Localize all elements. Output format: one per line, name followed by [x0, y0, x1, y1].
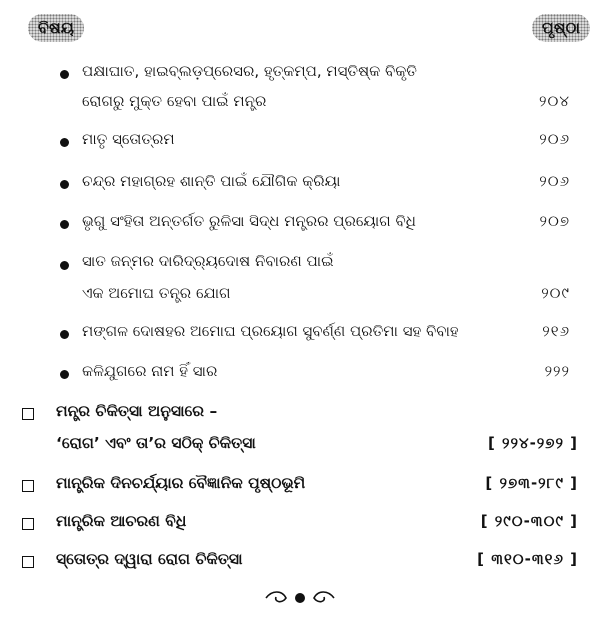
- page-range: [ ୨୨୪-୨୭୨ ]: [487, 434, 578, 452]
- page-column-header: ପୃଷ୍ଠା: [532, 14, 590, 42]
- square-bullet-icon: [22, 408, 34, 420]
- section-title-line: ମାନ୍ତ୍ରିକ ଆଚରଣ ବିଧି: [56, 512, 187, 530]
- section-title-line: ମାନ୍ତ୍ରିକ ଦିନଚର୍ଯ୍ୟାର ବୈଜ୍ଞାନିକ ପୃଷ୍ଠଭୂମି: [56, 474, 306, 492]
- bullet-icon: [60, 261, 69, 270]
- section-title-line: ମନ୍ତ୍ର ଚିକିତ୍ସା ଅନୁସାରେ –: [56, 402, 218, 420]
- page-number: ୨୦୪: [539, 92, 570, 110]
- bullet-icon: [60, 370, 69, 379]
- page-number: ୨୦୬: [539, 172, 570, 190]
- bullet-icon: [60, 70, 69, 79]
- entry-title-line: ଭୃଗୁ ସଂହିତା ଅନ୍ତର୍ଗତ ରୁଳିସା ସିଦ୍ଧ ମନ୍ତ୍ରର ପ୍ରୟୋଗ ବିଧି: [82, 212, 416, 230]
- entry-title-line: କଳିଯୁଗରେ ନାମ ହିଁ ସାର: [82, 362, 218, 380]
- page-number: ୨୦୭: [539, 212, 570, 230]
- page-number: ୨୨୨: [544, 362, 570, 380]
- bullet-icon: [60, 180, 69, 189]
- square-bullet-icon: [22, 556, 34, 568]
- subject-column-header: ବିଷୟ: [28, 14, 84, 42]
- bullet-icon: [60, 220, 69, 229]
- ornament-divider-icon: [262, 588, 338, 608]
- page-range: [ ୩୧୦-୩୧୬ ]: [477, 550, 578, 568]
- entry-title-line: ମଙ୍ଗଳ ଦୋଷହର ଅମୋଘ ପ୍ରୟୋଗ ସୁବର୍ଣ୍ଣ ପ୍ରତିମା ସହ ବିବାହ: [82, 322, 459, 340]
- entry-title-line: ସାତ ଜନ୍ମର ଦାରିଦ୍ର୍ୟଦୋଷ ନିବାରଣ ପାଇଁ: [82, 252, 334, 270]
- entry-title-line: ପକ୍ଷାଘାତ, ହାଇବ୍ଲଡ଼ପ୍ରେସର, ହୃତ୍‌କମ୍ପ, ମସ୍ତିଷ୍କ ବିକୃତି: [82, 62, 417, 80]
- square-bullet-icon: [22, 480, 34, 492]
- page-range: [ ୨୯୦-୩୦୯ ]: [480, 512, 578, 530]
- bullet-icon: [60, 330, 69, 339]
- entry-title-line: ମାତୃ ସ୍ତୋତ୍ରମ: [82, 130, 175, 148]
- bullet-icon: [60, 138, 69, 147]
- page-number: ୨୦୯: [541, 284, 570, 302]
- page-number: ୨୧୬: [542, 322, 570, 340]
- entry-title-line: ରୋଗରୁ ମୁକ୍ତ ହେବା ପାଇଁ ମନ୍ତ୍ର: [82, 92, 267, 110]
- entry-title-line: ଚନ୍ଦ୍ର ମହାଗ୍ରହ ଶାନ୍ତି ପାଇଁ ଯୌଗିକ କ୍ରିୟା: [82, 172, 341, 190]
- square-bullet-icon: [22, 518, 34, 530]
- section-title-line: ‘ରୋଗ’ ଏବଂ ତା’ର ସଠିକ୍ ଚିକିତ୍ସା: [56, 434, 256, 452]
- entry-title-line: ଏକ ଅମୋଘ ତନ୍ତ୍ର ଯୋଗ: [82, 284, 231, 302]
- page-range: [ ୨୭୩-୨୮୯ ]: [485, 474, 578, 492]
- section-title-line: ସ୍ତୋତ୍ର ଦ୍ୱାରା ରୋଗ ଚିକିତ୍ସା: [56, 550, 243, 568]
- page-number: ୨୦୬: [539, 130, 570, 148]
